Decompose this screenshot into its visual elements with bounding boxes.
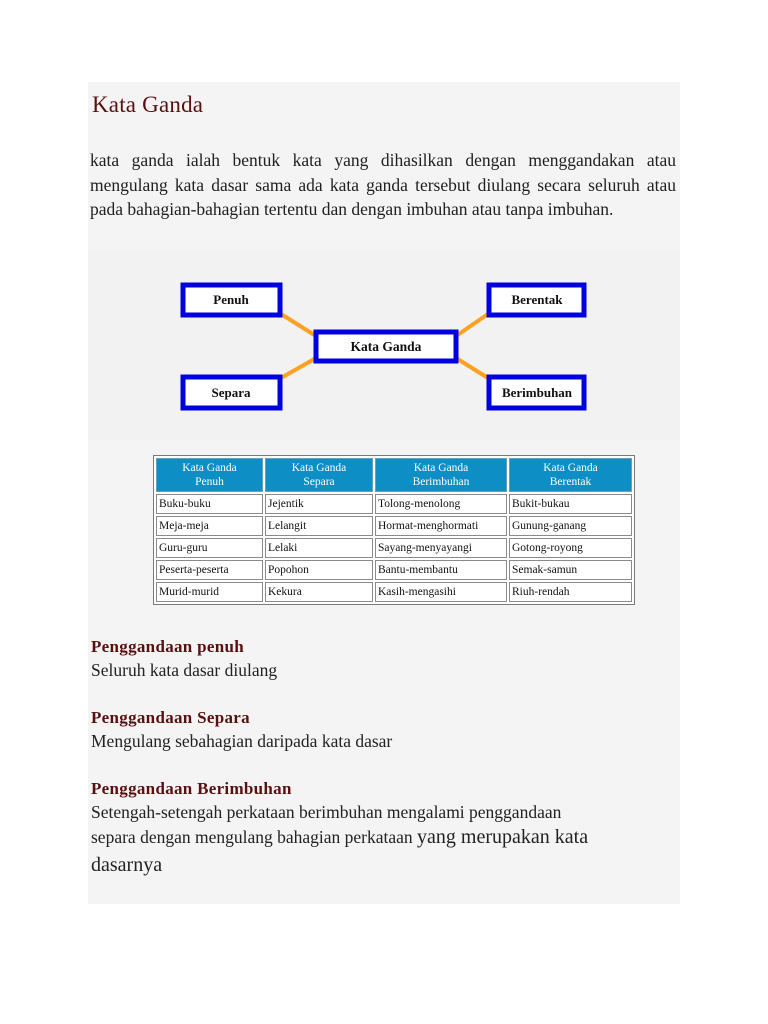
section-heading-berimbuhan: Penggandaan Berimbuhan bbox=[91, 779, 292, 798]
table-cell: Bantu-membantu bbox=[375, 560, 507, 580]
table-row bbox=[156, 538, 632, 558]
table-cell: Riuh-rendah bbox=[509, 582, 632, 602]
table-row bbox=[156, 560, 632, 580]
table-cell: Hormat-menghormati bbox=[375, 516, 507, 536]
table-cell: Sayang-menyayangi bbox=[375, 538, 507, 558]
header-penuh: Kata Ganda Penuh bbox=[156, 458, 263, 492]
section-text-berimbuhan-line3: dasarnya bbox=[91, 854, 163, 876]
table-cell: Guru-guru bbox=[156, 538, 263, 558]
table-header-row bbox=[156, 458, 632, 492]
table-cell: Meja-meja bbox=[156, 516, 263, 536]
section-text-separa: Mengulang sebahagian daripada kata dasar bbox=[91, 731, 393, 751]
table-cell: Semak-samun bbox=[509, 560, 632, 580]
label-penuh: Penuh bbox=[213, 292, 249, 307]
section-heading-penuh: Penggandaan penuh bbox=[91, 637, 244, 656]
section-text-berimbuhan-line2 bbox=[91, 826, 588, 849]
table-cell: Lelaki bbox=[265, 538, 373, 558]
table-cell: Murid-murid bbox=[156, 582, 263, 602]
table-row bbox=[156, 582, 632, 602]
table-cell: Popohon bbox=[265, 560, 373, 580]
label-berentak: Berentak bbox=[511, 292, 563, 307]
page-title: Kata Ganda bbox=[92, 92, 204, 117]
header-berimbuhan: Kata Ganda Berimbuhan bbox=[375, 458, 507, 492]
table-row bbox=[156, 494, 632, 514]
table-cell: Gotong-royong bbox=[509, 538, 632, 558]
label-separa: Separa bbox=[211, 385, 251, 400]
label-center: Kata Ganda bbox=[350, 339, 422, 354]
table-cell: Buku-buku bbox=[156, 494, 263, 514]
connector-bottom-right bbox=[456, 358, 488, 378]
kata-ganda-table-wrap bbox=[153, 455, 635, 605]
line2-part-a: separa dengan mengulang bahagian perkataan bbox=[91, 827, 418, 847]
line2-part-b: yang merupakan kata bbox=[417, 826, 589, 848]
table-cell: Jejentik bbox=[265, 494, 373, 514]
table-cell: Bukit-bukau bbox=[509, 494, 632, 514]
table-row bbox=[156, 516, 632, 536]
connector-bottom-left bbox=[281, 358, 316, 378]
intro-paragraph: kata ganda ialah bentuk kata yang dihasilkan dengan menggandakan atau mengulang kata dasar sama ada kata ganda tersebut diulang secara seluruh atau pada bahagian-bahagian tertentu dan dengan imbuhan atau tanpa imbuhan. bbox=[90, 150, 676, 219]
table-cell: Gunung-ganang bbox=[509, 516, 632, 536]
kata-ganda-diagram bbox=[88, 250, 680, 440]
section-text-penuh: Seluruh kata dasar diulang bbox=[91, 660, 278, 680]
connector-top-left bbox=[281, 314, 316, 336]
section-heading-separa: Penggandaan Separa bbox=[91, 708, 250, 727]
table-cell: Peserta-peserta bbox=[156, 560, 263, 580]
label-berimbuhan: Berimbuhan bbox=[501, 385, 573, 400]
table-cell: Kekura bbox=[265, 582, 373, 602]
header-separa: Kata Ganda Separa bbox=[265, 458, 373, 492]
table-cell: Kasih-mengasihi bbox=[375, 582, 507, 602]
kata-ganda-table bbox=[153, 455, 635, 605]
connector-top-right bbox=[456, 314, 488, 336]
header-berentak: Kata Ganda Berentak bbox=[509, 458, 632, 492]
table-cell: Lelangit bbox=[265, 516, 373, 536]
table-cell: Tolong-menolong bbox=[375, 494, 507, 514]
section-text-berimbuhan-line1: Setengah-setengah perkataan berimbuhan mengalami penggandaan bbox=[91, 802, 562, 822]
